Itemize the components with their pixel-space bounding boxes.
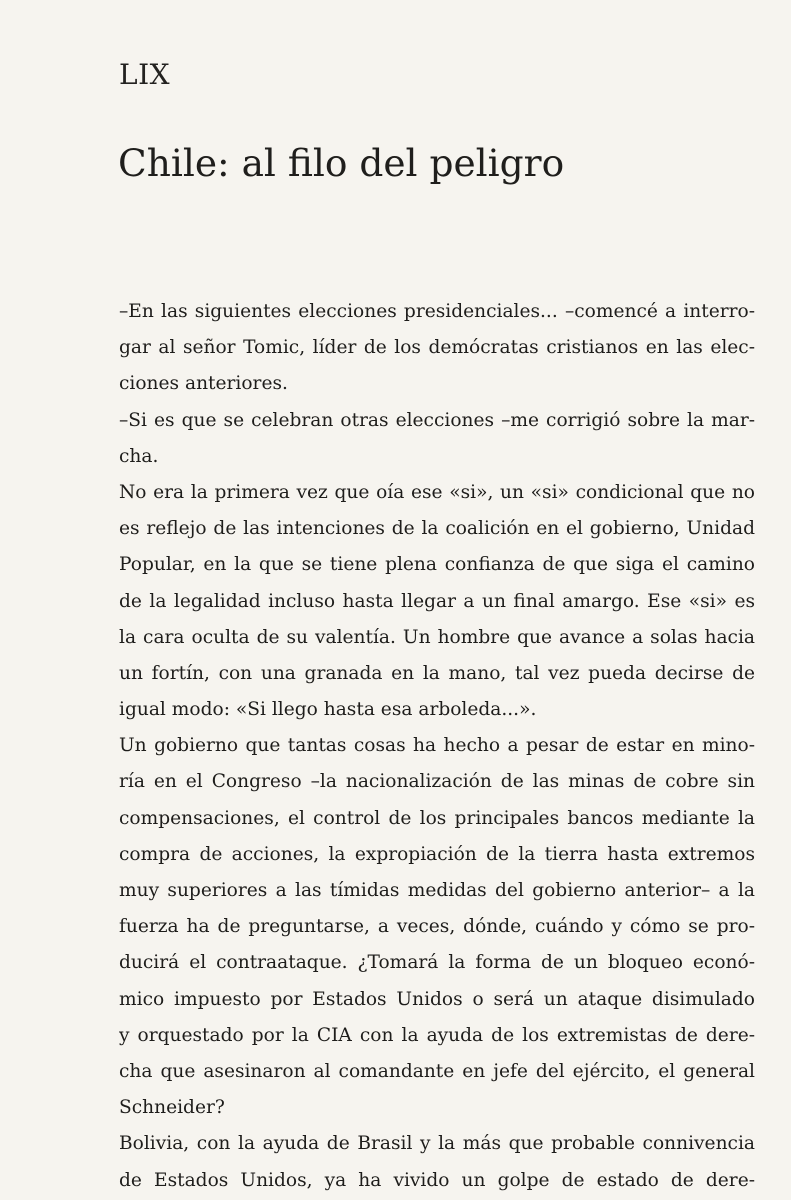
chapter-title: Chile: al filo del peligro: [118, 141, 565, 185]
text-line: ría en el Congreso –la nacionalización de las minas de cobre sin: [119, 771, 755, 793]
text-line: Bolivia, con la ayuda de Brasil y la más que probable connivencia: [119, 1133, 755, 1155]
text-line: muy superiores a las tímidas medidas del gobierno anterior– a la: [119, 880, 755, 901]
text-line: cha.: [119, 445, 159, 467]
text-line: igual modo: «Si llego hasta esa arboleda...».: [119, 699, 537, 721]
text-line: No era la primera vez que oía ese «si», un «si» condicional que no: [119, 481, 755, 503]
text-line: cha que asesinaron al comandante en jefe del ejército, el general: [119, 1060, 755, 1082]
text-line: de Estados Unidos, ya ha vivido un golpe de estado de dere-: [119, 1169, 755, 1191]
body-text: [119, 294, 755, 1199]
text-line: –Si es que se celebran otras elecciones –me corrigió sobre la mar-: [119, 409, 755, 431]
text-line: gar al señor Tomic, líder de los demócratas cristianos en las elec-: [119, 337, 755, 359]
text-line: la cara oculta de su valentía. Un hombre que avance a solas hacia: [119, 626, 755, 648]
text-line: es reflejo de las intenciones de la coalición en el gobierno, Unidad: [119, 518, 755, 540]
text-line: Un gobierno que tantas cosas ha hecho a pesar de estar en mino-: [119, 735, 755, 757]
text-line: Popular, en la que se tiene plena confianza de que siga el camino: [119, 554, 755, 576]
text-line: fuerza ha de preguntarse, a veces, dónde, cuándo y cómo se pro-: [119, 916, 755, 938]
text-line: ducirá el contraataque. ¿Tomará la forma de un bloqueo econó-: [119, 952, 755, 974]
text-line: compensaciones, el control de los principales bancos mediante la: [119, 807, 755, 829]
text-line: ciones anteriores.: [119, 373, 288, 395]
text-line: de la legalidad incluso hasta llegar a un final amargo. Ese «si» es: [119, 590, 755, 612]
chapter-number: LIX: [119, 58, 171, 91]
text-line: compra de acciones, la expropiación de la tierra hasta extremos: [119, 843, 755, 865]
text-line: mico impuesto por Estados Unidos o será un ataque disimulado: [119, 988, 755, 1010]
text-line: –En las siguientes elecciones presidenciales... –comencé a interro-: [119, 301, 755, 322]
text-line: Schneider?: [119, 1097, 225, 1119]
text-line: y orquestado por la CIA con la ayuda de los extremistas de dere-: [119, 1024, 755, 1046]
text-line: un fortín, con una granada en la mano, tal vez pueda decirse de: [119, 662, 755, 684]
